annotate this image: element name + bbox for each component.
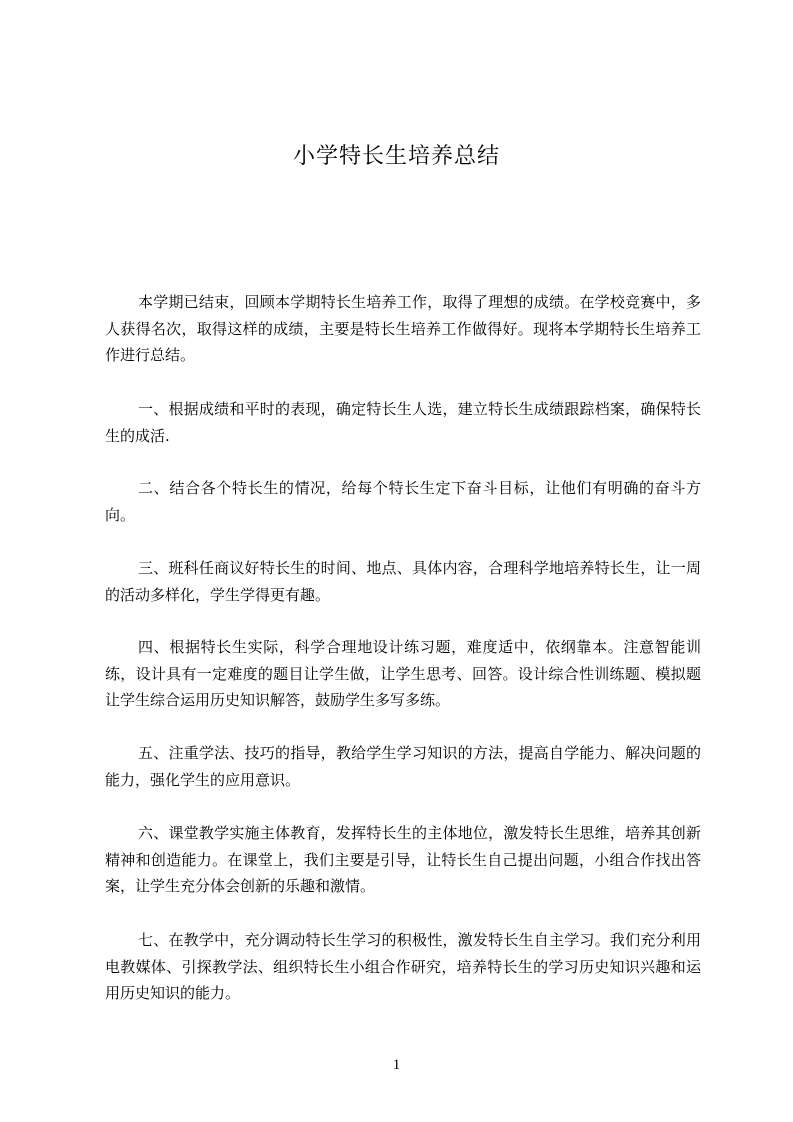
page-number: 1 (392, 1057, 401, 1073)
paragraph-intro: 本学期已结束，回顾本学期特长生培养工作，取得了理想的成绩。在学校竞赛中，多人获得名次，取得这样的成绩，主要是特长生培养工作做得好。现将本学期特长生培养工作进行总结。 (105, 293, 701, 364)
paragraph-item-5: 五、注重学法、技巧的指导，教给学生学习知识的方法，提高自学能力、解决问题的能力，强化学生的应用意识。 (105, 744, 701, 789)
paragraph-item-6: 六、课堂教学实施主体教育，发挥特长生的主体地位，激发特长生思维，培养其创新精神和创造能力。在课堂上，我们主要是引导，让特长生自己提出问题，小组合作找出答案，让学生充分体会创新的乐趣和激情。 (105, 824, 701, 895)
paragraph-item-1: 一、根据成绩和平时的表现，确定特长生人选，建立特长生成绩跟踪档案，确保特长生的成活. (105, 400, 701, 445)
paragraph-item-3: 三、班科任商议好特长生的时间、地点、具体内容，合理科学地培养特长生，让一周的活动多样化，学生学得更有趣。 (105, 559, 701, 604)
document-title: 小学特长生培养总结 (292, 144, 500, 169)
paragraph-item-7: 七、在教学中，充分调动特长生学习的积极性，激发特长生自主学习。我们充分利用电教媒体、引探教学法、组织特长生小组合作研究，培养特长生的学习历史知识兴趣和运用历史知识的能力。 (105, 931, 701, 1002)
paragraph-item-4: 四、根据特长生实际，科学合理地设计练习题，难度适中，依纲靠本。注意智能训练，设计具有一定难度的题目让学生做，让学生思考、回答。设计综合性训练题、模拟题让学生综合运用历史知识解答，鼓励学生多写多练。 (105, 638, 701, 709)
paragraph-item-2: 二、结合各个特长生的情况，给每个特长生定下奋斗目标，让他们有明确的奋斗方向。 (105, 479, 701, 524)
